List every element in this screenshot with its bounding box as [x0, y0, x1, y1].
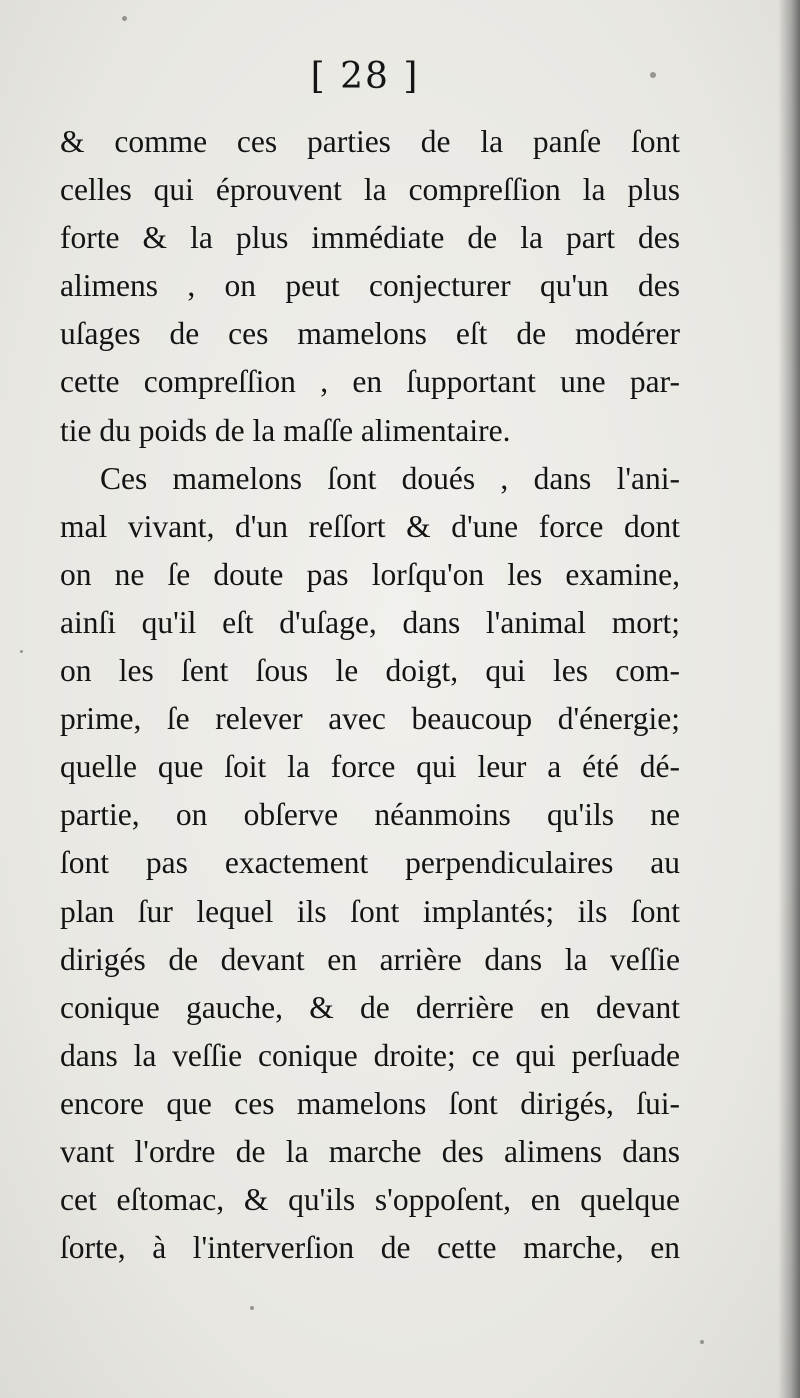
page-edge-shadow	[778, 0, 800, 1398]
page-number: [ 28 ]	[310, 56, 420, 97]
text-line: mal vivant, d'un reſſort & d'une force dont	[60, 508, 680, 544]
text-line: dans la veſſie conique droite; ce qui perſuade	[60, 1037, 680, 1073]
text-line: on les ſent ſous le doigt, qui les com-	[60, 653, 680, 689]
text-line: cet eſtomac, & qu'ils s'oppoſent, en quelque	[60, 1182, 680, 1218]
paper-speck	[700, 1340, 704, 1344]
text-line: ſorte, à l'interverſion de cette marche, en	[60, 1230, 680, 1266]
paragraph-start-line: Ces mamelons ſont doués , dans l'ani-	[100, 460, 680, 496]
text-line: cette compreſſion , en ſupportant une par-	[60, 364, 680, 400]
paragraph-end-line: tie du poids de la maſſe alimentaire.	[60, 412, 511, 448]
text-line: alimens , on peut conjecturer qu'un des	[60, 268, 680, 304]
text-line: ainſi qu'il eſt d'uſage, dans l'animal mort;	[60, 604, 680, 640]
text-line: celles qui éprouvent la compreſſion la plus	[60, 172, 680, 208]
text-line: prime, ſe relever avec beaucoup d'énergie;	[60, 701, 680, 737]
text-line: uſages de ces mamelons eſt de modérer	[60, 316, 680, 352]
text-line: encore que ces mamelons ſont dirigés, ſui-	[60, 1085, 680, 1121]
paper-speck	[250, 1306, 254, 1310]
text-line: vant l'ordre de la marche des alimens dans	[60, 1133, 680, 1169]
text-line: conique gauche, & de derrière en devant	[60, 989, 680, 1025]
paper-speck	[20, 650, 23, 653]
text-line: dirigés de devant en arrière dans la veſſie	[60, 941, 680, 977]
text-line: plan ſur lequel ils ſont implantés; ils ſont	[60, 893, 680, 929]
text-line: ſont pas exactement perpendiculaires au	[60, 845, 680, 881]
text-line: forte & la plus immédiate de la part des	[60, 220, 680, 256]
text-line: & comme ces parties de la panſe ſont	[60, 124, 680, 159]
paper-speck	[122, 16, 127, 21]
text-line: quelle que ſoit la force qui leur a été dé-	[60, 749, 680, 785]
text-line: on ne ſe doute pas lorſqu'on les examine,	[60, 556, 680, 592]
body-text	[60, 118, 680, 1272]
text-line: partie, on obſerve néanmoins qu'ils ne	[60, 797, 680, 833]
paper-speck	[650, 72, 656, 78]
